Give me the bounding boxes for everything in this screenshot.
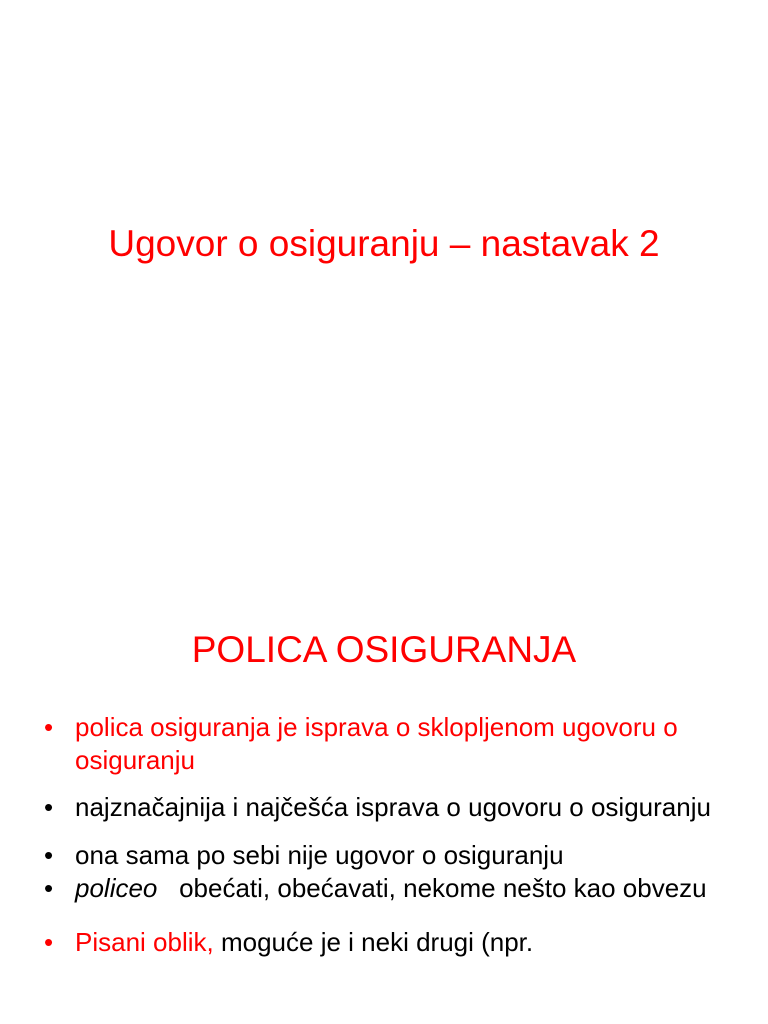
bullet-icon: • <box>44 712 54 742</box>
bullet-icon: • <box>44 873 54 903</box>
bullet-item <box>40 926 740 959</box>
bullet-item <box>40 839 740 872</box>
bullet-icon: • <box>44 792 54 822</box>
bullet-item <box>40 711 740 777</box>
bullet-text: obećati, obećavati, nekome nešto kao obvezu <box>179 873 707 903</box>
bullet-icon: • <box>44 840 54 870</box>
bullet-list <box>40 711 740 959</box>
bullet-text: najznačajnija i najčešća isprava o ugovoru o osiguranju <box>75 792 711 822</box>
slide-heading: POLICA OSIGURANJA <box>191 629 577 670</box>
bullet-highlight: Pisani oblik, <box>75 927 214 957</box>
bullet-icon: • <box>44 927 54 957</box>
slide-title-heading: Ugovor o osiguranju – nastavak 2 <box>108 223 660 264</box>
bullet-text: moguće je i neki drugi (npr. <box>220 927 534 957</box>
slide-polica <box>0 576 768 1024</box>
bullet-text: polica osiguranja je isprava o sklopljenom ugovoru o osiguranju <box>75 712 678 775</box>
bullet-term: policeo <box>75 873 158 903</box>
bullet-item <box>40 791 740 824</box>
bullet-text: ona sama po sebi nije ugovor o osiguranju <box>75 840 564 870</box>
bullet-item <box>40 872 740 905</box>
